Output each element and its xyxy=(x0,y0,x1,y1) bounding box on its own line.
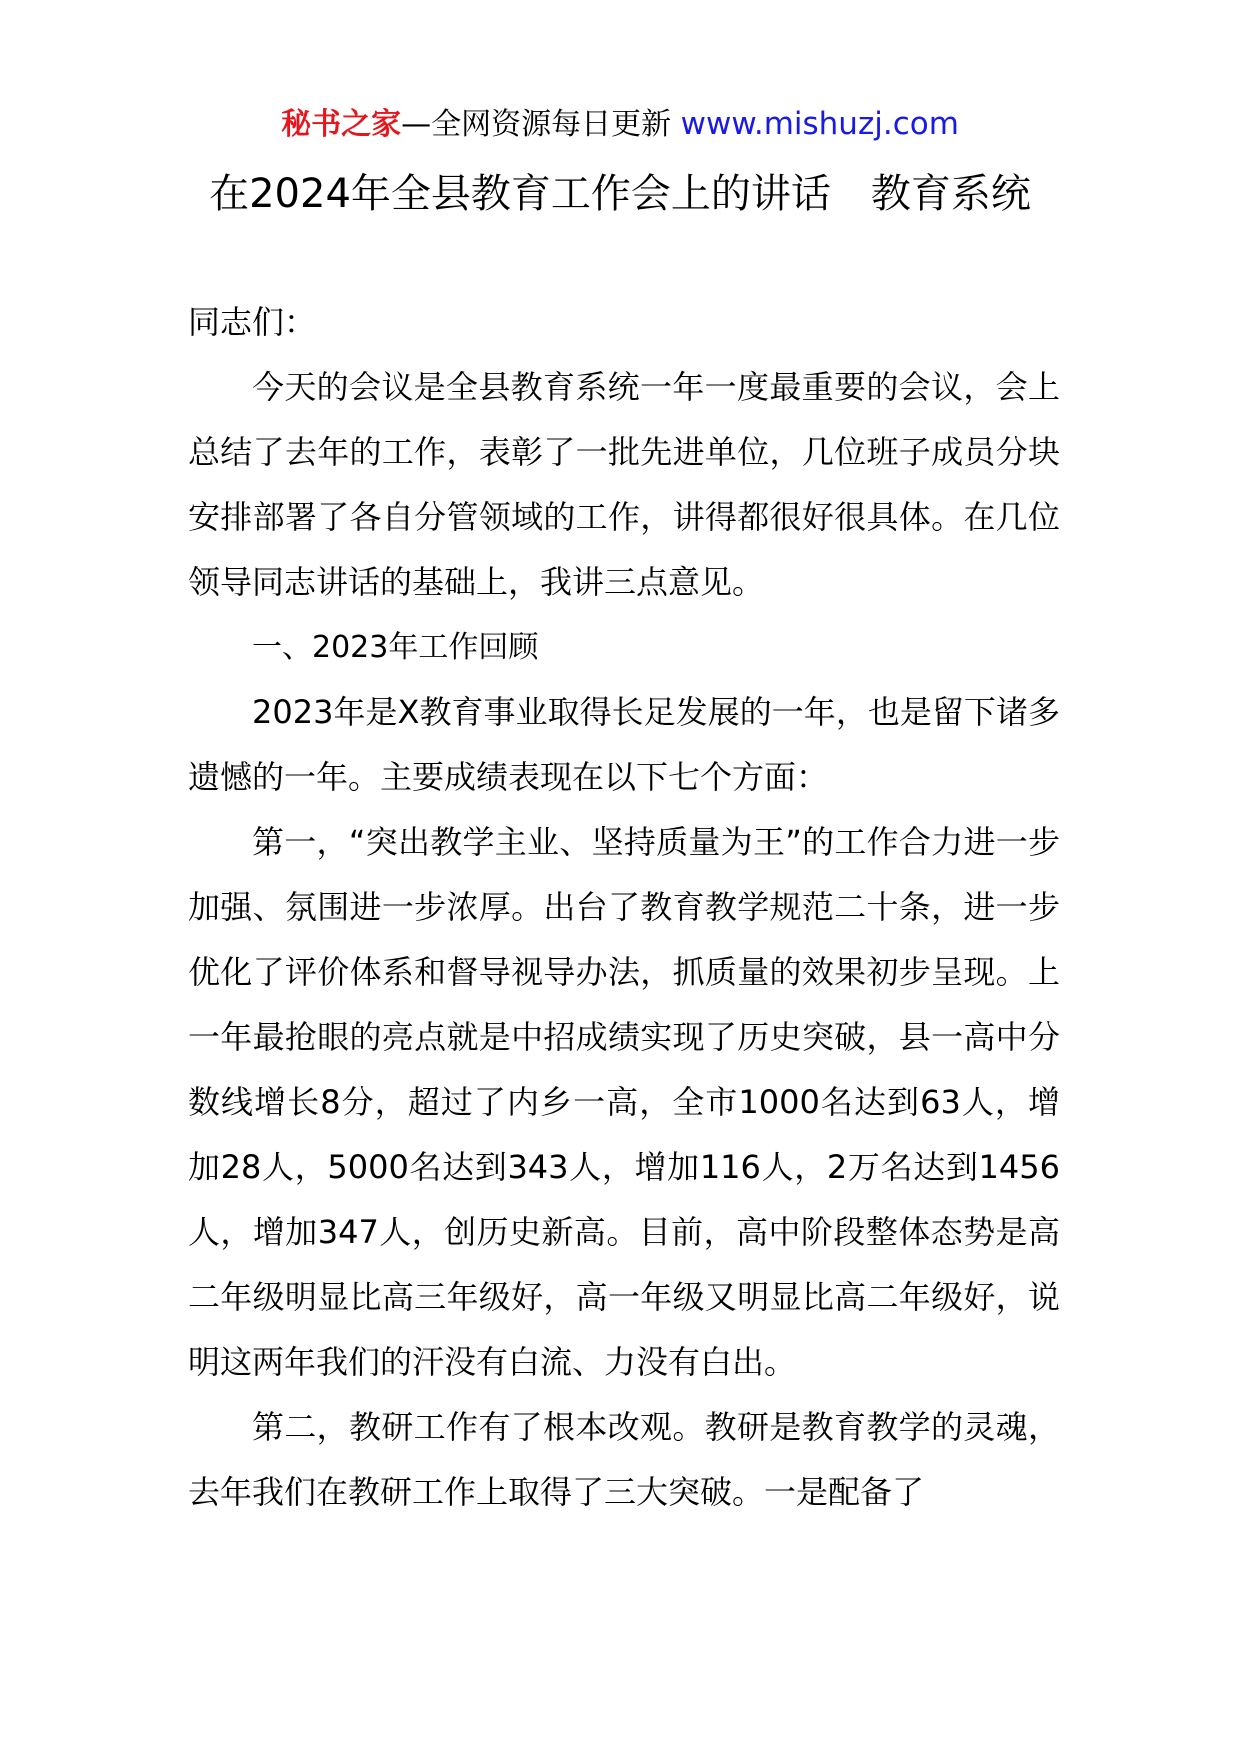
document-title: 在2024年全县教育工作会上的讲话 教育系统 xyxy=(209,171,1031,217)
paragraph-point-one: 第一，“突出教学主业、坚持质量为王”的工作合力进一步加强、氛围进一步浓厚。出台了教育教学规范二十条，进一步优化了评价体系和督导视导办法，抓质量的效果初步呈现。上一年最抢眼的亮点就是中招成绩实现了历史突破，县一高中分数线增长8分，超过了内乡一高，全市1000名达到63人，增加28人，5000名达到343人，增加116人，2万名达到1456人，增加347人，创历史新高。目前，高中阶段整体态势是高二年级明显比高三年级好，高一年级又明显比高二年级好，说明这两年我们的汗没有白流、力没有白出。 xyxy=(188,823,1060,1381)
paragraph-point-two: 第二，教研工作有了根本改观。教研是教育教学的灵魂，去年我们在教研工作上取得了三大突破。一是配备了 xyxy=(188,1408,1060,1511)
site-tagline: —全网资源每日更新 xyxy=(401,107,672,142)
section-heading: 一、2023年工作回顾 xyxy=(252,630,539,665)
paragraph-intro: 今天的会议是全县教育系统一年一度最重要的会议，会上总结了去年的工作，表彰了一批先进单位，几位班子成员分块安排部署了各自分管领域的工作，讲得都很好很具体。在几位领导同志讲话的基础上，我讲三点意见。 xyxy=(188,368,1060,601)
site-url-link[interactable]: www.mishuzj.com xyxy=(680,106,959,142)
site-header xyxy=(0,104,1240,145)
brand-name: 秘书之家 xyxy=(281,107,402,142)
paragraph-review-summary: 2023年是X教育事业取得长足发展的一年，也是留下诸多遗憾的一年。主要成绩表现在以下七个方面： xyxy=(188,693,1060,796)
document-body xyxy=(188,290,1060,1525)
salutation: 同志们： xyxy=(188,303,317,341)
